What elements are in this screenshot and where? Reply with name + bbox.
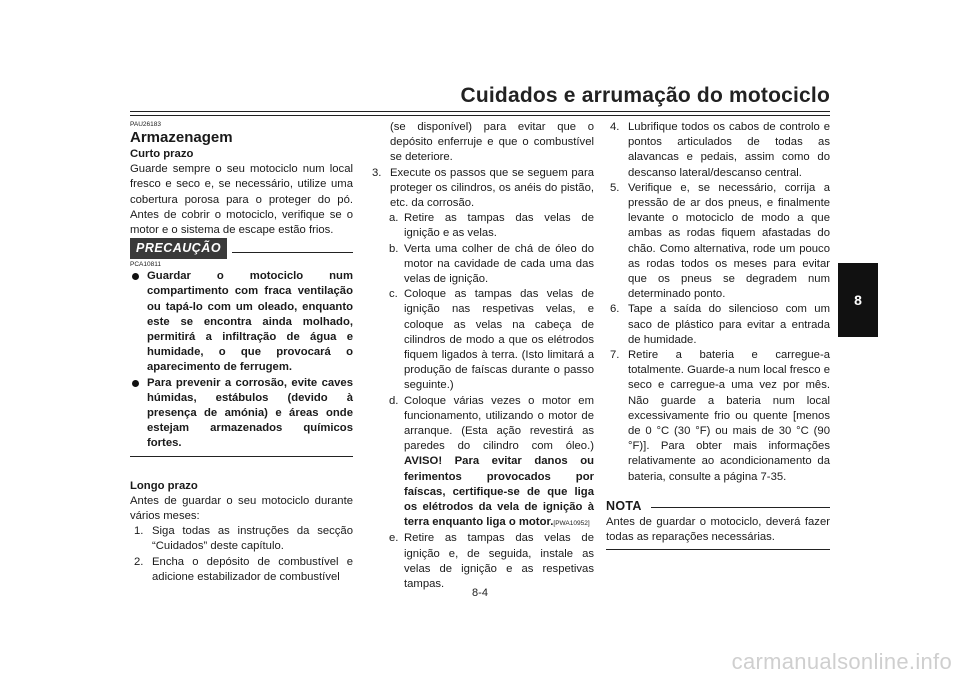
long-term-title: Longo prazo (130, 479, 198, 492)
header-rule-thin (130, 115, 830, 116)
page-number: 8-4 (472, 587, 488, 599)
caution-item: Guardar o motociclo num compartimento com fraca ventilação ou tapá-lo com um oleado, enquanto este se encontra ainda molhado, permitirá a infiltração de água e humidade, o que provocará o aparecimento de ferrugem. (130, 269, 353, 375)
sub-list-item: e. Retire as tampas das velas de ignição e, de seguida, instale as velas de ignição e as respetivas tampas. (389, 532, 594, 591)
watermark: carmanualsonline.info (731, 649, 952, 674)
section-code: PAU26183 (130, 121, 161, 128)
column-middle (368, 120, 594, 592)
note-header (606, 499, 830, 515)
list-item: 2. Encha o depósito de combustível e adicione estabilizador de combustível (134, 555, 353, 583)
list-item: 4. Lubrifique todos os cabos de controlo e pontos articulados de todas as alavancas e pedais, assim como do descanso lateral/descanso central. (610, 121, 830, 179)
sub-list-item: d. Coloque várias vezes o motor em funcionamento, utilizando o motor de arranque. (Esta ação revestirá as paredes do cilindro com óleo.) AVISO! Para evitar danos ou ferimentos provocados por faíscas, certifique-se de que liga os elétrodos da vela de ignição à terra enquanto liga o motor.[PWA10952] (389, 394, 594, 529)
long-term-intro: Antes de guardar o seu motociclo durante vários meses: (130, 494, 353, 523)
list-item: 7. Retire a bateria e carregue-a totalmente. Guarde-a num local fresco e seco e carregue-a uma vez por mês. Não guarde a bateria num local excessivamente frio ou quente [menos de 0 °C (30 °F) ou mais de 30 °C (90 °F)]. Para obter mais informações relativamente ao acondicionamento da bateria, consulte a página 7-35. (610, 349, 830, 483)
short-term-text: Guarde sempre o seu motociclo num local fresco e seco e, se necessário, utilize uma cobertura porosa para o proteger do pó. Antes de cobrir o motociclo, verifique se o motor e o sistema de escape estão frios. (130, 163, 353, 237)
note-label: NOTA (606, 498, 642, 513)
sub-list-item: a. Retire as tampas das velas de ignição e as velas. (389, 212, 594, 240)
caution-header (130, 238, 353, 260)
column-left (130, 120, 353, 585)
caution-item: Para prevenir a corrosão, evite caves húmidas, estábulos (devido à presença de amónia) e áreas onde estejam armazenados químicos fortes. (130, 376, 353, 452)
continuation-text: (se disponível) para evitar que o depósito enferruje e que o combustível se deteriore. (390, 121, 594, 164)
caution-label: PRECAUÇÃO (130, 238, 227, 259)
list-item: 3. Execute os passos que se seguem para proteger os cilindros, os anéis do pistão, etc. da corrosão. (372, 166, 594, 210)
warning-text: AVISO! Para evitar danos ou ferimentos provocados por faíscas, certifique-se de que liga os elétrodos da vela de ignição à terra enquanto liga o motor. (404, 455, 594, 529)
list-item: 6. Tape a saída do silencioso com um saco de plástico para evitar a entrada de humidade. (610, 303, 830, 346)
chapter-tab: 8 (838, 263, 878, 337)
list-item: 1. Siga todas as instruções da secção “Cuidados” deste capítulo. (134, 525, 353, 553)
caution-code: PCA10811 (130, 261, 161, 269)
page-title: Cuidados e arrumação do motociclo (460, 84, 830, 107)
header-rule (130, 111, 830, 112)
section-heading: Armazenagem (130, 129, 233, 146)
sub-list-item: c. Coloque as tampas das velas de ignição nas respetivas velas, e coloque as velas na cabeça de cilindros de modo a que os elétrodos fiquem ligados à terra. (Isto limitará a produção de faíscas durante o passo seguinte.) (389, 288, 594, 392)
note-end-rule (606, 549, 830, 550)
bullet-icon (132, 380, 139, 387)
list-item: 5. Verifique e, se necessário, corrija a pressão de ar dos pneus, e finalmente levante o motociclo de modo a que ambas as rodas fiquem afastadas do chão. Como alternativa, rode um pouco as rodas todos os meses para evitar que os pneus se degradem num determinado ponto. (610, 181, 830, 301)
column-right (606, 120, 830, 550)
note-text: Antes de guardar o motociclo, deverá fazer todas as reparações necessárias. (606, 515, 830, 544)
bullet-icon (132, 273, 139, 280)
note-rule (651, 507, 830, 508)
caution-end-rule (130, 456, 353, 457)
warning-code: [PWA10952] (553, 520, 590, 528)
sub-list-item: b. Verta uma colher de chá de óleo do motor na cavidade de cada uma das velas de ignição. (389, 242, 594, 286)
short-term-title: Curto prazo (130, 148, 194, 160)
caution-rule (232, 252, 353, 253)
